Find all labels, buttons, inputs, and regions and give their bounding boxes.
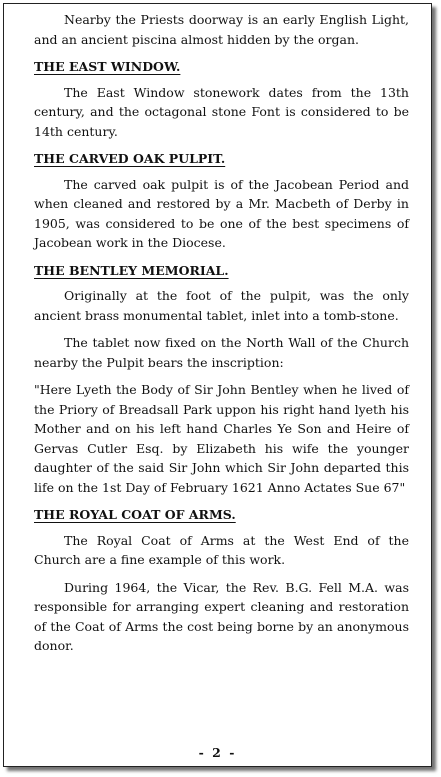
paragraph: Originally at the foot of the pulpit, was the only ancient brass monumental tablet, inlet into a tomb-stone. — [34, 288, 409, 323]
paragraph: The Royal Coat of Arms at the West End of the Church are a fine example of this work. — [34, 532, 409, 567]
paragraph: During 1964, the Vicar, the Rev. B.G. Fell M.A. was responsible for arranging expert cleaning and restoration of the Coat of Arms the cost being borne by an anonymous donor. — [34, 579, 409, 653]
page-number: - 2 - — [198, 744, 237, 760]
paragraph: The carved oak pulpit is of the Jacobean Period and when cleaned and restored by a Mr. Macbeth of Derby in 1905, was considered to be one of the best specimens of Jacobean work in the Diocese. — [34, 176, 409, 250]
paragraph: "Here Lyeth the Body of Sir John Bentley when he lived of the Priory of Breadsall Park uppon his right hand lyeth his Mother and on his left hand Charles Ye Son and Heire of Gervas Cutler Esq. by Elizabeth his wife the younger daughter of the said Sir John which Sir John departed this life on the 1st Day of February 1621 Anno Actates Sue 67" — [34, 382, 409, 495]
document-page — [3, 3, 432, 767]
paragraph: The tablet now fixed on the North Wall of the Church nearby the Pulpit bears the inscription: — [34, 335, 409, 370]
paragraph: Nearby the Priests doorway is an early English Light, and an ancient piscina almost hidden by the organ. — [34, 12, 409, 47]
paragraph: The East Window stonework dates from the 13th century, and the octagonal stone Font is considered to be 14th century. — [34, 84, 409, 139]
section-heading: THE EAST WINDOW. — [34, 59, 181, 74]
section-heading: THE ROYAL COAT OF ARMS. — [34, 507, 236, 522]
section-heading: THE CARVED OAK PULPIT. — [34, 151, 226, 166]
page-content — [34, 10, 409, 656]
section-heading: THE BENTLEY MEMORIAL. — [34, 262, 229, 278]
